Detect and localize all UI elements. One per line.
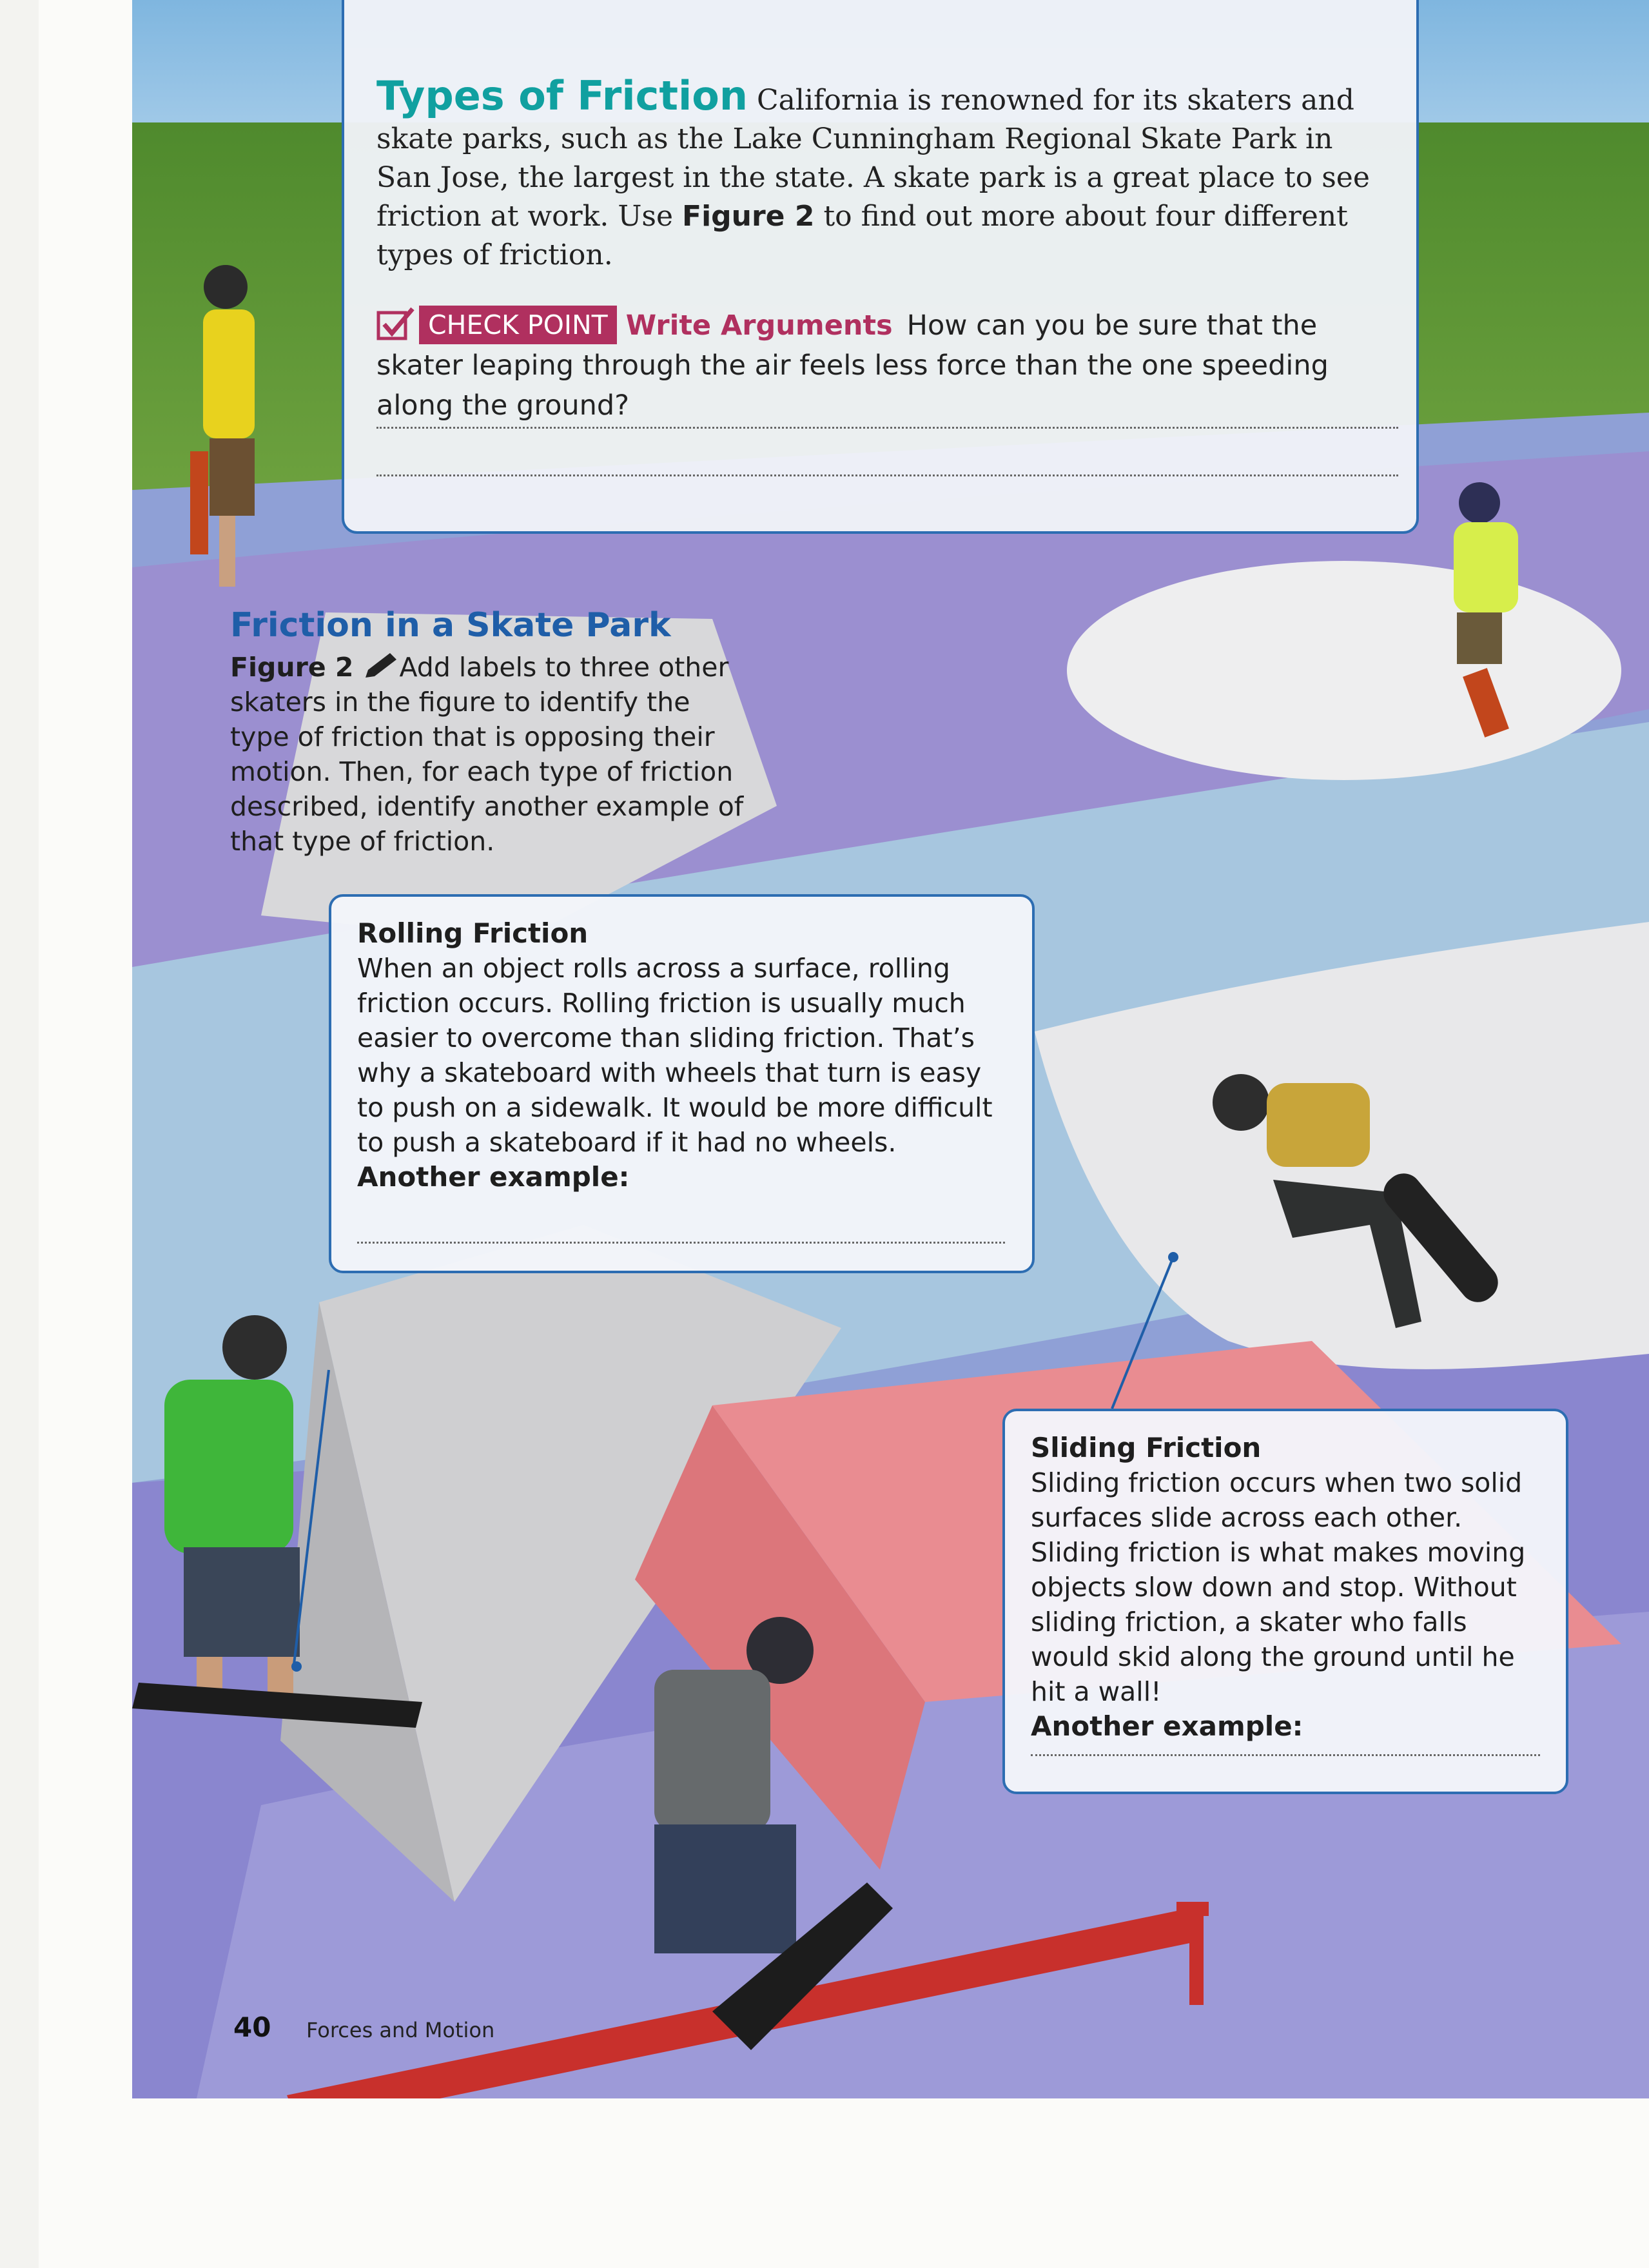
check-point-question: How can you be sure that the skater leaping through the air feels less force than the one speeding along the ground? — [376, 309, 1329, 422]
sliding-friction-box — [1002, 1409, 1568, 1794]
intro-panel — [342, 0, 1419, 534]
rolling-another-example-label: Another example: — [357, 1161, 630, 1193]
rolling-friction-text: When an object rolls across a surface, rolling friction occurs. Rolling friction is usually much easier to overcome than sliding friction. That’s why a skateboard with wheels that turn is easy to push on a sidewalk. It would be more difficult to push a skateboard if it had no wheels. — [357, 953, 993, 1158]
sliding-friction-title: Sliding Friction — [1031, 1432, 1262, 1463]
figure-caption — [230, 606, 746, 859]
running-footer: Forces and Motion — [306, 2018, 495, 2042]
rolling-answer-line[interactable] — [357, 1242, 1005, 1244]
figure-title: Friction in a Skate Park — [230, 606, 671, 645]
rolling-friction-box — [329, 894, 1035, 1273]
answer-line-2[interactable] — [376, 474, 1398, 476]
check-point-badge: CHECK POINT — [419, 306, 617, 344]
scan-margin — [0, 0, 39, 2268]
rolling-friction-title: Rolling Friction — [357, 917, 589, 949]
sliding-answer-line[interactable] — [1031, 1754, 1540, 1756]
figure-instructions: Figure 2 Add labels to three other skaters in the figure to identify the type of friction that is opposing their motion. Then, for each type of friction described, identify another example of that type of friction. — [230, 652, 744, 857]
answer-line-1[interactable] — [376, 427, 1398, 429]
pencil-icon — [362, 652, 399, 679]
check-point — [376, 306, 1389, 425]
page-number: 40 — [233, 2011, 271, 2043]
figure-reference: Figure 2 — [682, 200, 815, 233]
figure-label: Figure 2 — [230, 652, 354, 683]
sliding-another-example-label: Another example: — [1031, 1710, 1303, 1742]
sliding-friction-text: Sliding friction occurs when two solid surfaces slide across each other. Sliding friction is what makes moving objects slow down and stop. Without sliding friction, a skater who falls would skid along the ground until he hit a wall! — [1031, 1467, 1526, 1707]
section-heading: Types of Friction — [376, 72, 748, 119]
intro-paragraph: Types of Friction California is renowned for its skaters and skate parks, such as the Lake Cunningham Regional Skate Park in San Jose, the largest in the state. A skate park is a great place to see friction at work. Use Figure 2 to find out more about four different types of friction. — [376, 72, 1370, 271]
write-arguments-title: Write Arguments — [625, 309, 893, 342]
check-box-icon — [376, 306, 415, 342]
